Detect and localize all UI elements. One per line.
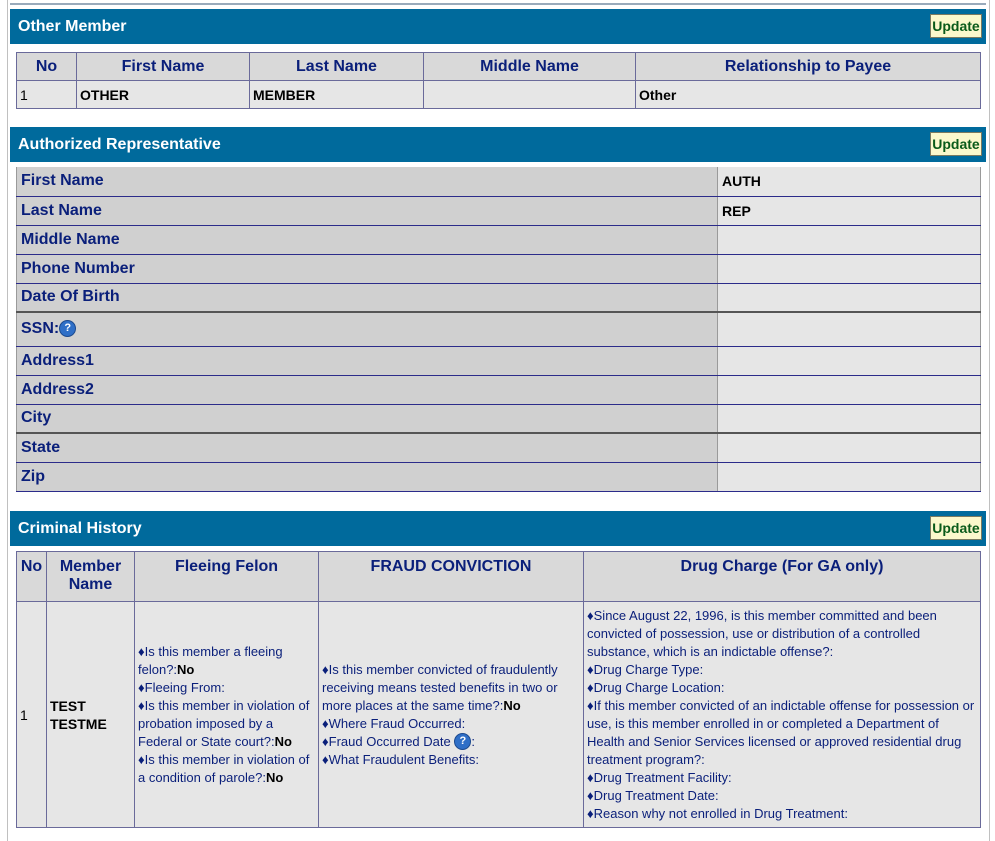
auth-rep-header [10,127,986,162]
criminal-history-table [16,551,981,828]
col-header-fleeing-felon: Fleeing Felon [135,552,319,602]
field-row-middle-name [17,225,981,254]
field-row-city [17,404,981,433]
field-value [718,254,981,283]
other-member-panel [10,9,986,117]
col-header-drug-charge: Drug Charge (For GA only) [584,552,981,602]
field-value [718,312,981,346]
fraud-question: ♦Fraud Occurred Date ? : [322,733,475,749]
member-no: 1 [17,81,77,109]
fleeing-question: ♦Fleeing From: [138,679,225,695]
field-row-first-name [17,167,981,196]
drug-question: ♦Drug Charge Type: [587,661,704,677]
field-row-address2 [17,375,981,404]
field-value [718,462,981,491]
field-value [718,283,981,312]
drug-charge-cell [584,602,981,828]
table-row [17,602,981,828]
col-header-fraud-conviction: FRAUD CONVICTION [319,552,584,602]
other-member-table [16,52,981,109]
other-member-update-button[interactable]: Update [930,14,982,38]
col-header-no: No [17,53,77,81]
auth-rep-table [16,167,981,492]
col-header-relationship: Relationship to Payee [636,53,981,81]
field-label: SSN: [21,320,60,338]
criminal-history-panel [10,511,986,827]
field-label: Last Name [17,196,718,225]
field-value [718,433,981,462]
auth-rep-update-button[interactable]: Update [930,132,982,156]
field-label: Address2 [17,375,718,404]
field-value: REP [718,196,981,225]
drug-question: ♦Since August 22, 1996, is this member committed and been convicted of possession, use or distribution of a controlled substance, which is an indictable offense?: [587,607,937,659]
field-label: Date Of Birth [17,283,718,312]
field-label: Middle Name [17,225,718,254]
fleeing-question: ♦Is this member a fleeing felon?:No [138,643,283,677]
answer: No [265,769,284,785]
drug-question: ♦Drug Treatment Date: [587,787,719,803]
fleeing-question: ♦Is this member in violation of a condition of parole?:No [138,751,310,785]
field-row-dob [17,283,981,312]
col-header-no: No [17,552,47,602]
field-label: City [17,404,718,433]
field-value [718,404,981,433]
table-header-row [17,53,981,81]
field-label-ssn [17,312,718,346]
help-icon[interactable]: ? [454,733,471,750]
field-label: State [17,433,718,462]
fraud-question: ♦What Fraudulent Benefits: [322,751,479,767]
auth-rep-title: Authorized Representative [18,136,221,153]
member-first-name: OTHER [77,81,250,109]
answer: No [177,661,195,677]
member-relationship: Other [636,81,981,109]
field-row-phone [17,254,981,283]
field-value [718,346,981,375]
criminal-history-update-button[interactable]: Update [930,516,982,540]
fraud-question: ♦Is this member convicted of fraudulently receiving means tested benefits in two or more places at the same time?:No [322,661,558,713]
fleeing-question: ♦Is this member in violation of probation imposed by a Federal or State court?:No [138,697,310,749]
fraud-conviction-cell [319,602,584,828]
other-member-title: Other Member [18,18,127,35]
field-label: First Name [17,167,718,196]
table-header-row [17,552,981,602]
field-row-last-name [17,196,981,225]
help-icon[interactable]: ? [59,320,76,337]
field-value [718,375,981,404]
field-value [718,225,981,254]
answer: No [274,733,292,749]
member-last-name: MEMBER [250,81,424,109]
field-row-address1 [17,346,981,375]
field-row-state [17,433,981,462]
other-member-header [10,9,986,44]
criminal-history-title: Criminal History [18,520,142,537]
criminal-no: 1 [17,602,47,828]
col-header-first-name: First Name [77,53,250,81]
field-label: Zip [17,462,718,491]
drug-question: ♦Reason why not enrolled in Drug Treatment: [587,805,848,821]
col-header-middle-name: Middle Name [424,53,636,81]
field-value: AUTH [718,167,981,196]
field-label: Address1 [17,346,718,375]
col-header-member-name: Member Name [47,552,135,602]
field-row-ssn [17,312,981,346]
auth-rep-panel [10,127,986,490]
right-rail [989,0,990,841]
field-row-zip [17,462,981,491]
fraud-question: ♦Where Fraud Occurred: [322,715,466,731]
table-row [17,81,981,109]
field-label: Phone Number [17,254,718,283]
left-rail [7,0,8,841]
top-divider [10,3,986,5]
drug-question: ♦If this member convicted of an indictable offense for possession or use, is this member enrolled in or completed a Department of Health and Senior Services licensed or approved residential drug treatment program?: [587,697,975,767]
member-middle-name [424,81,636,109]
drug-question: ♦Drug Treatment Facility: [587,769,732,785]
col-header-last-name: Last Name [250,53,424,81]
answer: No [503,697,521,713]
drug-question: ♦Drug Charge Location: [587,679,725,695]
criminal-member-name: TEST TESTME [47,602,135,828]
fleeing-felon-cell [135,602,319,828]
criminal-history-header [10,511,986,546]
